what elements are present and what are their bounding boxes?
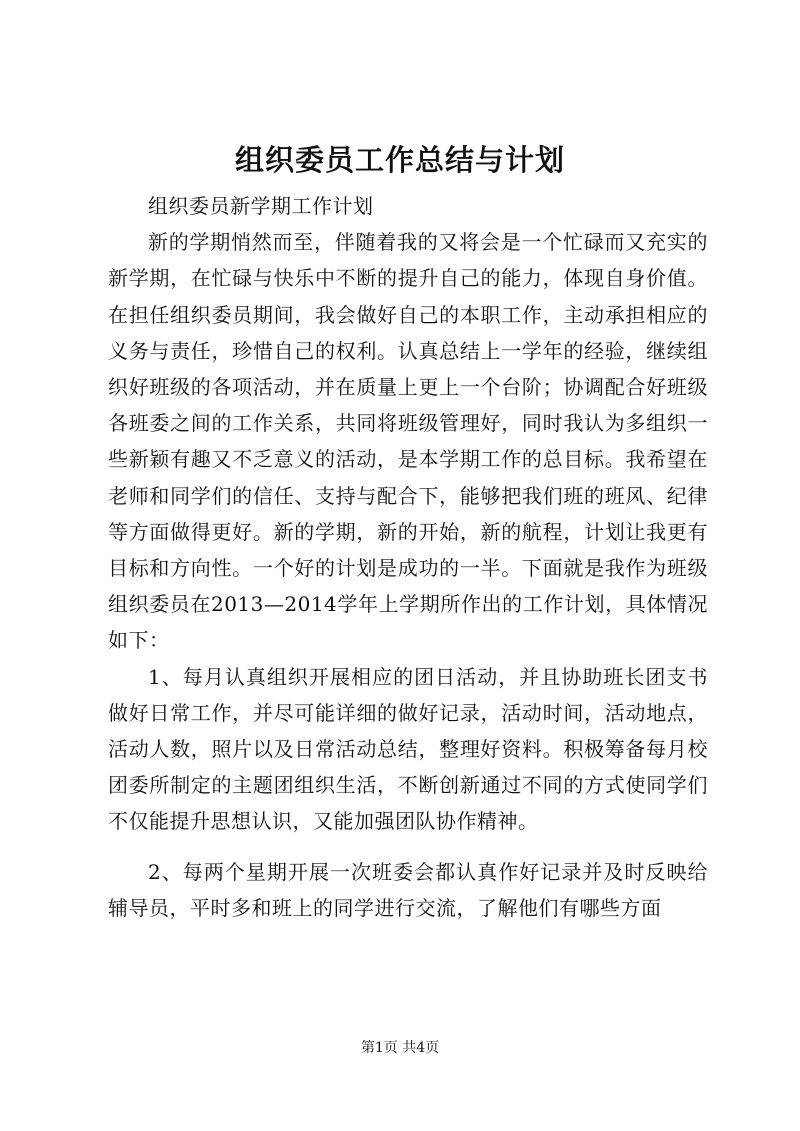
- paragraph-subtitle: 组织委员新学期工作计划: [148, 194, 374, 218]
- page-footer: 第1页 共4页: [360, 1040, 440, 1056]
- paragraph-item-2: 2、每两个星期开展一次班委会都认真作好记录并及时反映给辅导员，平时多和班上的同学进行交流，了解他们有哪些方面: [108, 859, 708, 920]
- document-body: [108, 188, 708, 926]
- page-title: 组织委员工作总结与计划: [234, 143, 565, 177]
- paragraph-intro: 新的学期悄然而至，伴随着我的又将会是一个忙碌而又充实的新学期，在忙碌与快乐中不断的提升自己的能力，体现自身价值。在担任组织委员期间，我会做好自己的本职工作，主动承担相应的义务与责任，珍惜自己的权利。认真总结上一学年的经验，继续组织好班级的各项活动，并在质量上更上一个台阶；协调配合好班级各班委之间的工作关系，共同将班级管理好，同时我认为多组织一些新颖有趣又不乏意义的活动，是本学期工作的总目标。我希望在老师和同学们的信任、支持与配合下，能够把我们班的班风、纪律等方面做得更好。新的学期，新的开始，新的航程，计划让我更有目标和方向性。一个好的计划是成功的一半。下面就是我作为班级组织委员在2013—2014学年上学期所作出的工作计划，具体情况如下：: [108, 230, 708, 653]
- paragraph-item-1: 1、每月认真组织开展相应的团日活动，并且协助班长团支书做好日常工作，并尽可能详细的做好记录，活动时间，活动地点，活动人数，照片以及日常活动总结，整理好资料。积极筹备每月校团委所制定的主题团组织生活，不断创新通过不同的方式使同学们不仅能提升思想认识，又能加强团队协作精神。: [108, 664, 708, 834]
